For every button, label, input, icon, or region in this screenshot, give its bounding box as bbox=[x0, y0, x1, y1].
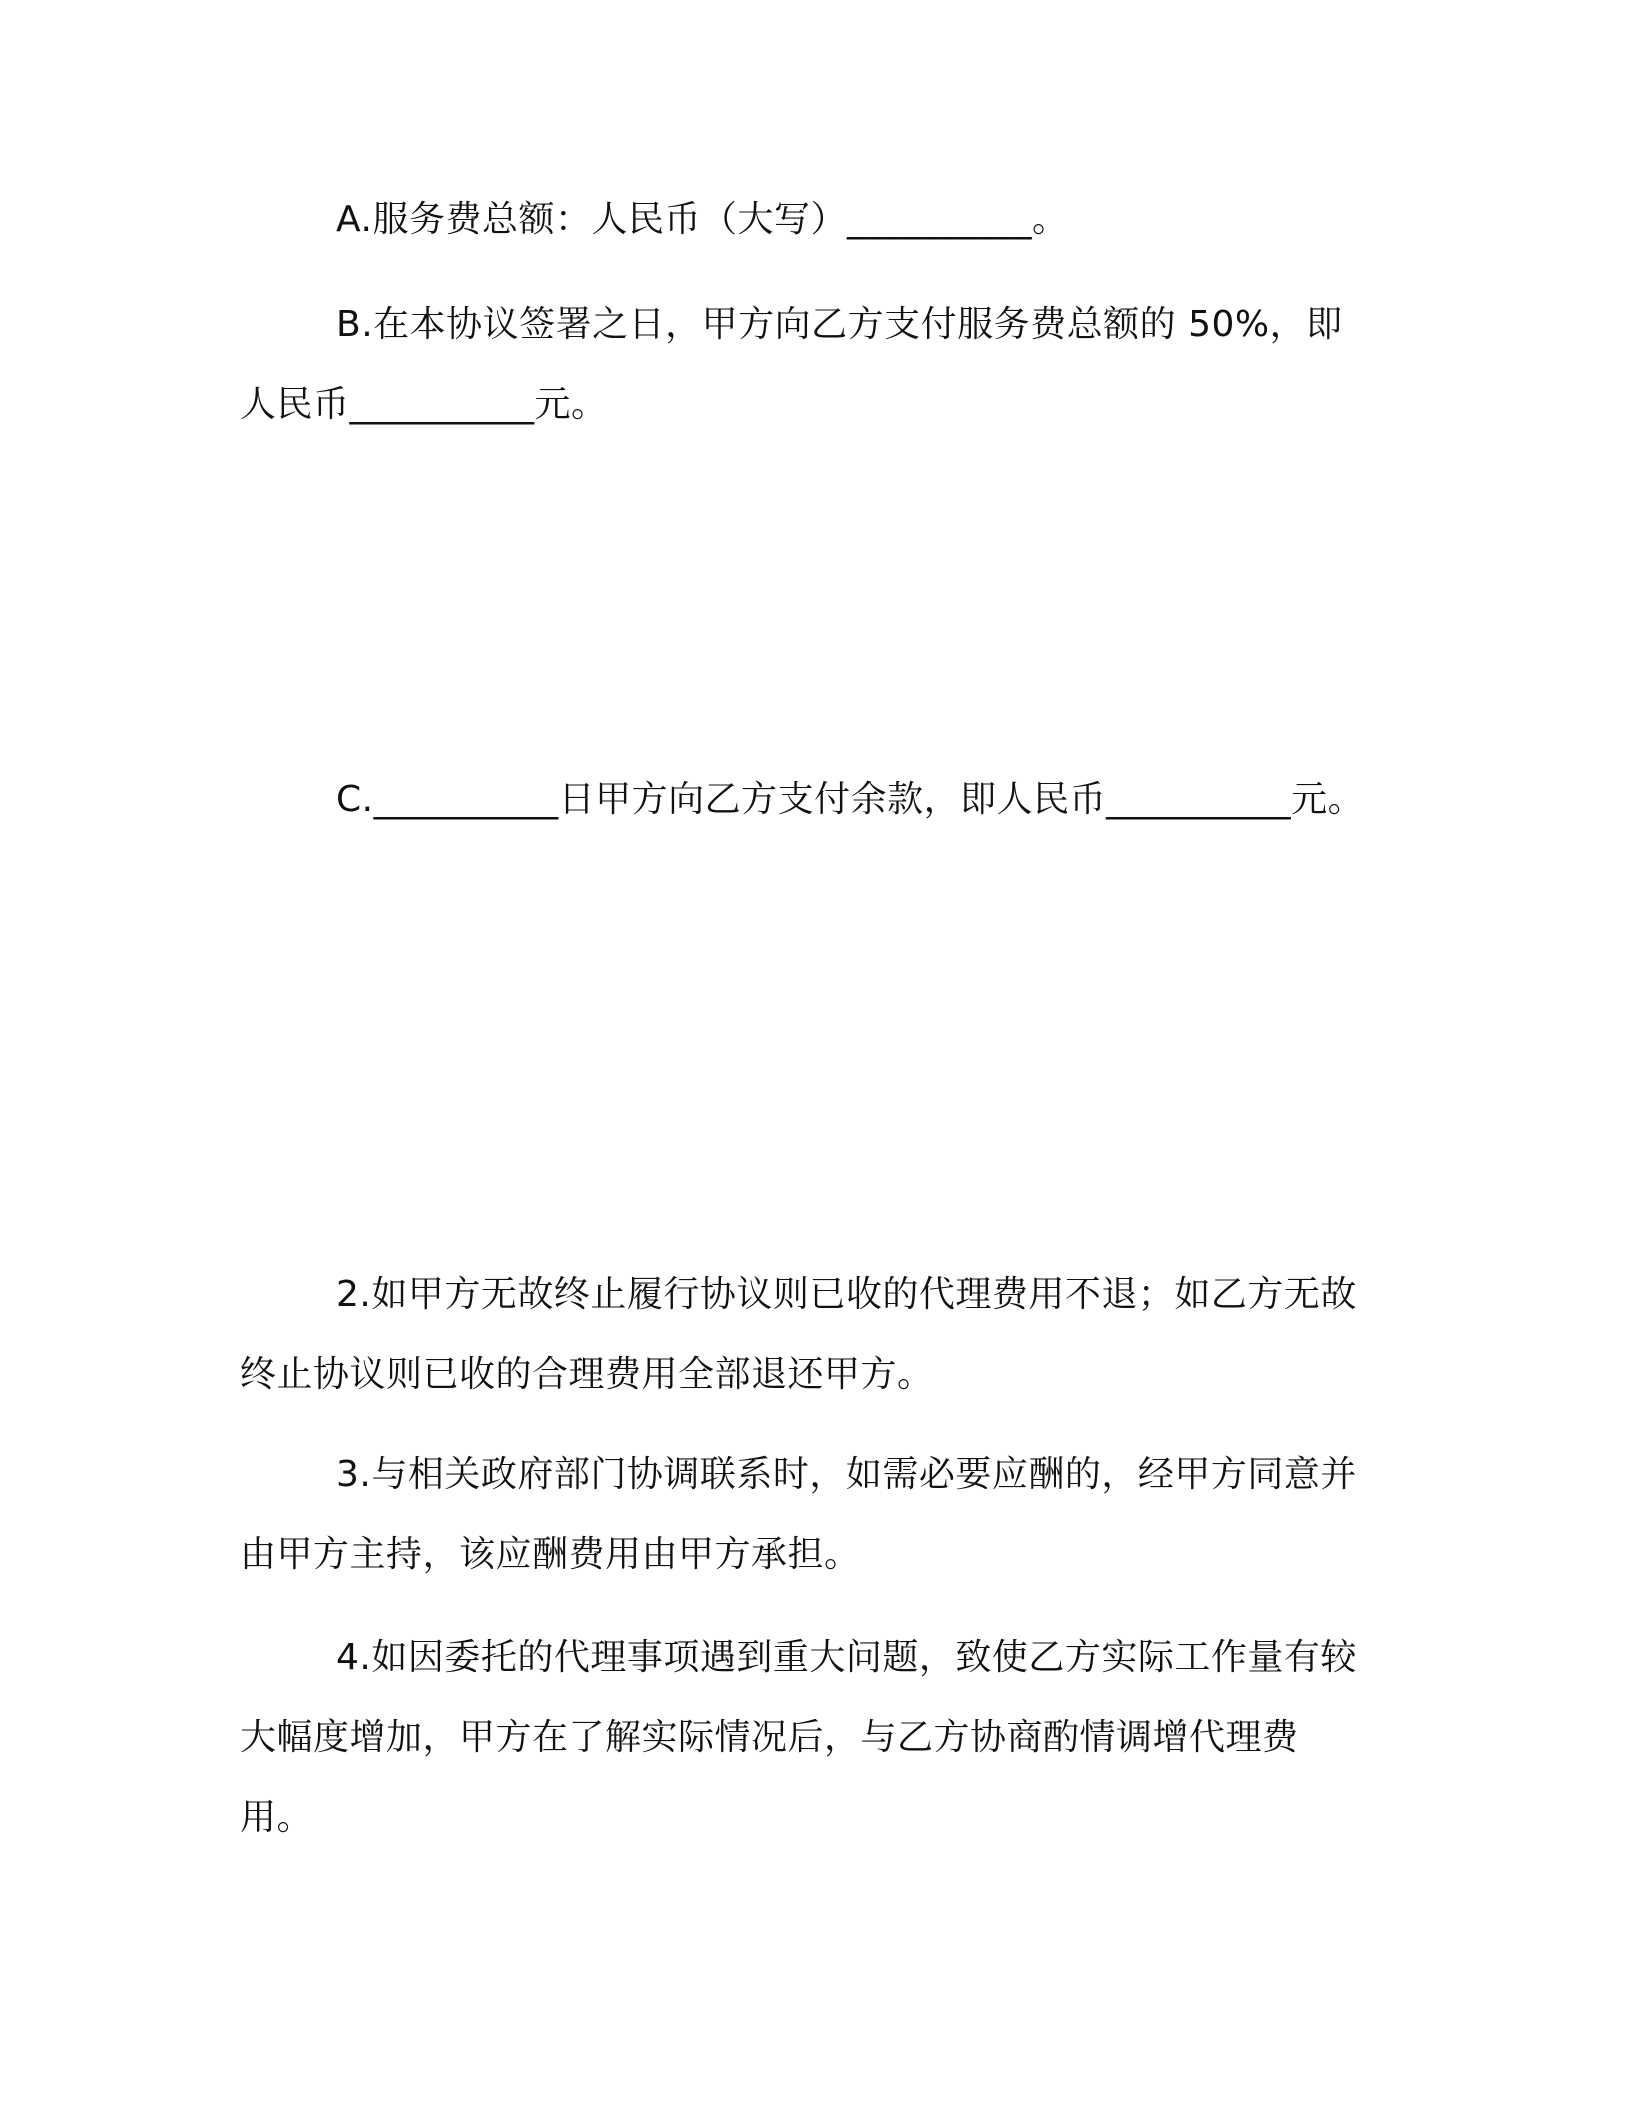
clause-b-initial-payment: B.在本协议签署之日，甲方向乙方支付服务费总额的 50%，即人民币__________元。 bbox=[240, 304, 1343, 425]
clause-2-termination-refund: 2.如甲方无故终止履行协议则已收的代理费用不退；如乙方无故终止协议则已收的合理费用全部退还甲方。 bbox=[240, 1274, 1357, 1395]
clause-4-fee-adjustment: 4.如因委托的代理事项遇到重大问题，致使乙方实际工作量有较大幅度增加，甲方在了解实际情况后，与乙方协商酌情调增代理费用。 bbox=[240, 1637, 1357, 1838]
clause-3-entertainment-expenses: 3.与相关政府部门协调联系时，如需必要应酬的，经甲方同意并由甲方主持，该应酬费用由甲方承担。 bbox=[240, 1454, 1357, 1575]
clause-a-service-fee-total: A.服务费总额：人民币（大写）__________。 bbox=[336, 199, 1069, 240]
clause-c-balance-payment: C.__________日甲方向乙方支付余款，即人民币__________元。 bbox=[336, 779, 1365, 820]
